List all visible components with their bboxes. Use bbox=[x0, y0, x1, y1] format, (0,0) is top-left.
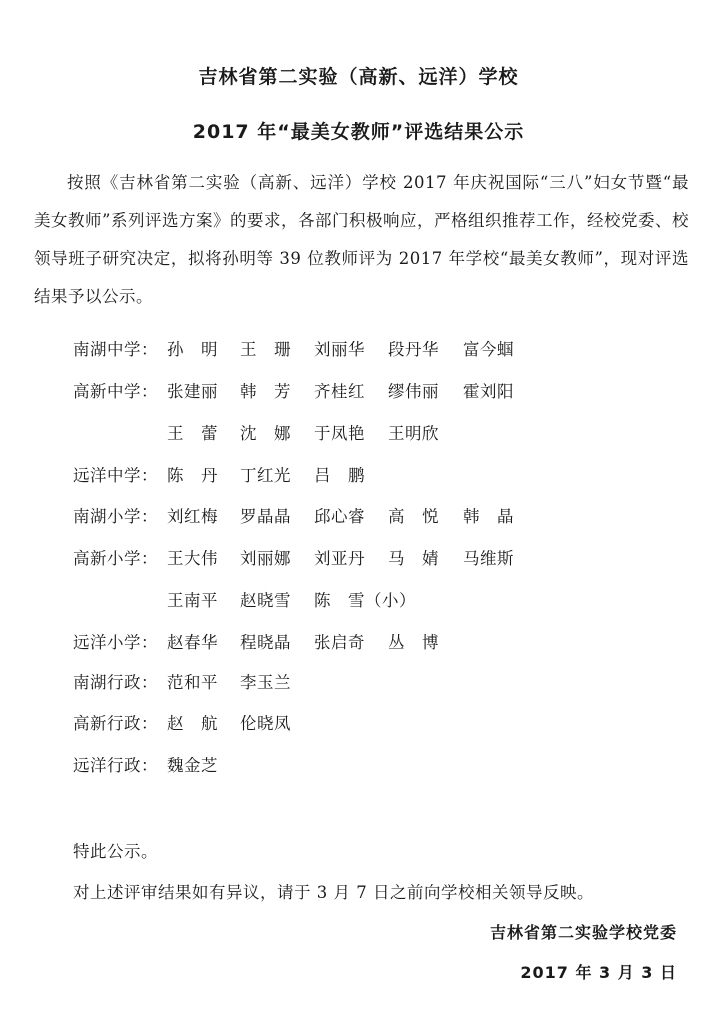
teacher-name: 刘丽华 bbox=[314, 340, 365, 359]
teacher-name: 富今蝈 bbox=[463, 340, 514, 359]
group-label: 高新中学： bbox=[73, 382, 158, 401]
teacher-name: 刘亚丹 bbox=[314, 549, 365, 568]
group-label: 南湖小学： bbox=[73, 507, 158, 526]
teacher-name: 吕 鹏 bbox=[314, 466, 365, 485]
objection-notice: 对上述评审结果如有异议，请于 3 月 7 日之前向学校相关领导反映。 bbox=[73, 883, 594, 902]
teacher-name: 段丹华 bbox=[388, 340, 439, 359]
teacher-name: 赵晓雪 bbox=[240, 591, 291, 610]
teacher-name: 程晓晶 bbox=[240, 633, 291, 652]
signature-date: 2017 年 3 月 3 日 bbox=[520, 963, 677, 982]
teacher-name: 韩 晶 bbox=[463, 507, 514, 526]
group-label: 远洋中学： bbox=[73, 466, 158, 485]
teacher-name: 王 珊 bbox=[240, 340, 291, 359]
document-title: 吉林省第二实验（高新、远洋）学校 bbox=[198, 66, 519, 88]
teacher-name: 齐桂红 bbox=[314, 382, 365, 401]
teacher-name: 陈 雪（小） bbox=[314, 591, 416, 610]
teacher-name: 张启奇 bbox=[314, 633, 365, 652]
teacher-name: 罗晶晶 bbox=[240, 507, 291, 526]
teacher-name: 丛 博 bbox=[388, 633, 439, 652]
group-label: 远洋小学： bbox=[73, 633, 158, 652]
group-label: 高新行政： bbox=[73, 714, 158, 733]
group-label: 南湖中学： bbox=[73, 340, 158, 359]
teacher-name: 李玉兰 bbox=[240, 673, 291, 692]
group-label: 南湖行政： bbox=[73, 673, 158, 692]
teacher-name: 王南平 bbox=[167, 591, 218, 610]
teacher-name: 霍刘阳 bbox=[463, 382, 514, 401]
teacher-name: 伦晓凤 bbox=[240, 714, 291, 733]
teacher-name: 韩 芳 bbox=[240, 382, 291, 401]
group-label: 高新小学： bbox=[73, 549, 158, 568]
teacher-name: 刘红梅 bbox=[167, 507, 218, 526]
teacher-name: 王大伟 bbox=[167, 549, 218, 568]
teacher-name: 赵春华 bbox=[167, 633, 218, 652]
teacher-name: 陈 丹 bbox=[167, 466, 218, 485]
document-subtitle: 2017 年“最美女教师”评选结果公示 bbox=[192, 121, 525, 143]
teacher-name: 丁红光 bbox=[240, 466, 291, 485]
teacher-name: 孙 明 bbox=[167, 340, 218, 359]
signature-organization: 吉林省第二实验学校党委 bbox=[489, 923, 677, 942]
teacher-name: 沈 娜 bbox=[240, 424, 291, 443]
teacher-name: 魏金芝 bbox=[167, 756, 218, 775]
teacher-name: 缪伟丽 bbox=[388, 382, 439, 401]
teacher-name: 马 婧 bbox=[388, 549, 439, 568]
teacher-name: 范和平 bbox=[167, 673, 218, 692]
teacher-name: 马维斯 bbox=[463, 549, 514, 568]
group-label: 远洋行政： bbox=[73, 756, 158, 775]
teacher-name: 刘丽娜 bbox=[240, 549, 291, 568]
teacher-name: 高 悦 bbox=[388, 507, 439, 526]
teacher-name: 于凤艳 bbox=[314, 424, 365, 443]
teacher-name: 赵 航 bbox=[167, 714, 218, 733]
teacher-name: 邱心睿 bbox=[314, 507, 365, 526]
intro-paragraph: 按照《吉林省第二实验（高新、远洋）学校 2017 年庆祝国际“三八”妇女节暨“最美女教师”系列评选方案》的要求，各部门积极响应，严格组织推荐工作，经校党委、校领导班子研究决定，拟将孙明等 39 位教师评为 2017 年学校“最美女教师”，现对评选结果予以公示。 bbox=[34, 173, 689, 306]
teacher-name: 王 蕾 bbox=[167, 424, 218, 443]
closing-statement: 特此公示。 bbox=[73, 842, 158, 861]
teacher-name: 张建丽 bbox=[167, 382, 218, 401]
teacher-name: 王明欣 bbox=[388, 424, 439, 443]
